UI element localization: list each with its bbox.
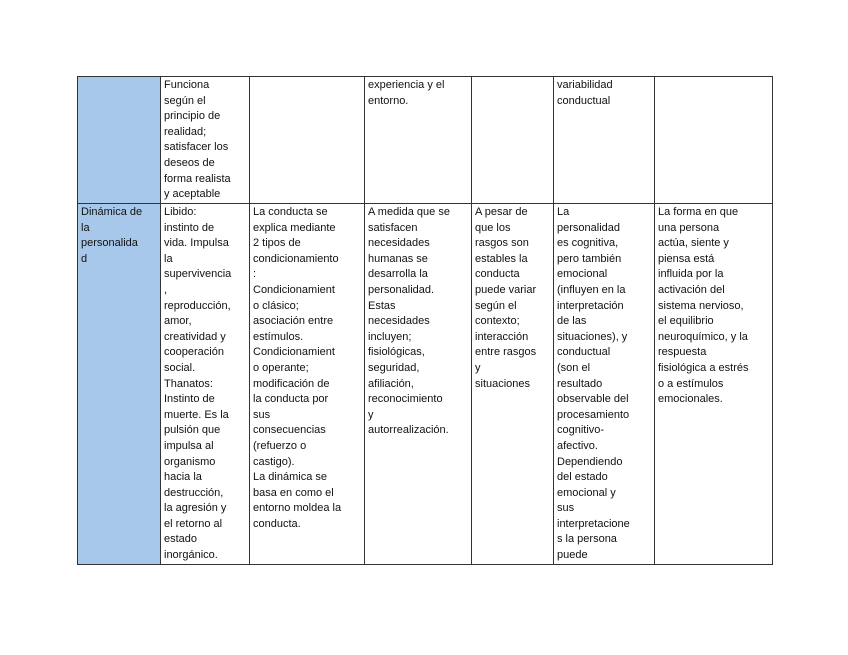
cell-text-line: inorgánico. [164, 549, 218, 562]
cell-text-line: instinto de [164, 221, 215, 234]
cell-text-line: vida. Impulsa [164, 237, 229, 250]
cell-text-line: , [164, 283, 168, 296]
cell-text-line: asociación entre [253, 315, 334, 328]
cell-text-line: cognitivo- [557, 424, 605, 437]
cell-text-line: sistema nervioso, [658, 299, 744, 312]
cell-text-line: s la persona [557, 533, 617, 546]
cell-text-line: influida por la [658, 268, 724, 281]
cell-text-line: Instinto de [164, 393, 215, 406]
cell-text-line: A medida que se [368, 206, 450, 218]
cell-text-line: modificación de [253, 377, 330, 390]
cell-text-line: entorno. [368, 94, 409, 107]
cell-text-line: condicionamiento [253, 252, 339, 265]
cell-text-line: rasgos son [475, 237, 529, 250]
table-cell [554, 77, 655, 204]
cell-text-line: 2 tipos de [253, 237, 301, 250]
cell-text-line: neuroquímico, y la [658, 330, 748, 343]
cell-text-line: principio de [164, 110, 221, 123]
table-cell [655, 204, 773, 565]
cell-text-line: sus [253, 408, 271, 421]
cell-text-line: interacción [475, 330, 529, 343]
cell-text-line: procesamiento [557, 408, 630, 421]
table-cell [472, 204, 554, 565]
cell-text-line: Dinámica de [81, 206, 143, 218]
cell-text-line: basa en como el [253, 486, 334, 499]
cell-text-line: afiliación, [368, 377, 414, 390]
cell-text-line: realidad; [164, 125, 207, 138]
cell-text-line: (influyen en la [557, 283, 626, 296]
cell-text-line: supervivencia [164, 268, 232, 281]
cell-text-line: impulsa al [164, 439, 214, 452]
cell-text-line: del estado [557, 471, 608, 484]
table-row [78, 204, 773, 565]
cell-text-line: emocional [557, 268, 608, 281]
cell-text-line: La [557, 206, 570, 218]
table-cell [554, 204, 655, 565]
cell-text-line: puede variar [475, 283, 537, 296]
cell-text-line: estables la [475, 252, 528, 265]
cell-text-line: fisiológicas, [368, 346, 425, 359]
cell-text-line: Condicionamient [253, 346, 335, 359]
cell-text-line: estímulos. [253, 330, 304, 343]
cell-text-line: activación del [658, 283, 725, 296]
row-header-cell [78, 77, 161, 204]
cell-text-line: la conducta por [253, 393, 329, 406]
cell-text-line: una persona [658, 221, 720, 234]
cell-text-line: la agresión y [164, 502, 227, 515]
cell-text-line: necesidades [368, 315, 430, 328]
cell-text-line: situaciones), y [557, 330, 628, 343]
cell-text-line: forma realista [164, 172, 231, 185]
cell-text-line: reproducción, [164, 299, 231, 312]
cell-text-line: Thanatos: [164, 377, 213, 390]
cell-text-line: fisiológica a estrés [658, 361, 749, 374]
cell-text-line: La conducta se [253, 206, 328, 218]
cell-text-line: Dependiendo [557, 455, 623, 468]
cell-text-line: creatividad y [164, 330, 226, 343]
row-header-cell [78, 204, 161, 565]
cell-text-line: el retorno al [164, 517, 223, 530]
table-cell [655, 77, 773, 204]
cell-text-line: destrucción, [164, 486, 224, 499]
cell-text-line: conducta [475, 268, 520, 281]
cell-text-line: Condicionamient [253, 283, 335, 296]
table-cell [472, 77, 554, 204]
cell-text-line: Funciona [164, 79, 210, 91]
table-cell [161, 204, 250, 565]
cell-text-line: personalidad [557, 221, 620, 234]
cell-text-line: emocional y [557, 486, 616, 499]
cell-text-line: incluyen; [368, 330, 412, 343]
table-cell [365, 204, 472, 565]
cell-text-line: La forma en que [658, 206, 739, 218]
cell-text-line: La dinámica se [253, 471, 327, 484]
cell-text-line: personalida [81, 237, 138, 250]
table-cell [365, 77, 472, 204]
table-cell [250, 204, 365, 565]
cell-text-line: castigo). [253, 455, 295, 468]
cell-text-line: afectivo. [557, 439, 598, 452]
cell-text-line: y [368, 408, 374, 421]
cell-text-line: interpretación [557, 299, 624, 312]
cell-text-line: la [81, 221, 90, 234]
table-cell [161, 77, 250, 204]
cell-text-line: Libido: [164, 206, 197, 218]
cell-text-line: reconocimiento [368, 393, 443, 406]
cell-text-line: satisfacen [368, 221, 418, 234]
cell-text-line: según el [475, 299, 517, 312]
table-row [78, 77, 773, 204]
table-cell [250, 77, 365, 204]
cell-text-line: la [164, 252, 173, 265]
cell-text-line: entre rasgos [475, 346, 537, 359]
cell-text-line: d [81, 252, 88, 265]
cell-text-line: contexto; [475, 315, 520, 328]
cell-text-line: piensa está [658, 252, 715, 265]
cell-text-line: estado [164, 533, 198, 546]
cell-text-line: situaciones [475, 377, 531, 390]
personality-theories-table [77, 76, 773, 565]
cell-text-line: amor, [164, 315, 192, 328]
cell-text-line: puede [557, 549, 588, 562]
cell-text-line: pero también [557, 252, 622, 265]
cell-text-line: entorno moldea la [253, 502, 342, 515]
cell-text-line: pulsión que [164, 424, 221, 437]
cell-text-line: según el [164, 94, 206, 107]
cell-text-line: desarrolla la [368, 268, 428, 281]
cell-text-line: y [475, 361, 481, 374]
cell-text-line: o clásico; [253, 299, 299, 312]
cell-text-line: conducta. [253, 517, 301, 530]
cell-text-line: actúa, siente y [658, 237, 729, 250]
cell-text-line: humanas se [368, 252, 428, 265]
cell-text-line: de las [557, 315, 587, 328]
cell-text-line: es cognitiva, [557, 237, 619, 250]
cell-text-line: respuesta [658, 346, 707, 359]
cell-text-line: variabilidad [557, 79, 613, 91]
cell-text-line: organismo [164, 455, 216, 468]
cell-text-line: observable del [557, 393, 629, 406]
cell-text-line: y aceptable [164, 188, 221, 201]
cell-text-line: A pesar de [475, 206, 528, 218]
cell-text-line: Estas [368, 299, 396, 312]
cell-text-line: experiencia y el [368, 79, 445, 91]
cell-text-line: deseos de [164, 156, 215, 169]
cell-text-line: hacia la [164, 471, 202, 484]
cell-text-line: necesidades [368, 237, 430, 250]
cell-text-line: (refuerzo o [253, 439, 307, 452]
cell-text-line: interpretacione [557, 517, 630, 530]
cell-text-line: personalidad. [368, 283, 435, 296]
cell-text-line: que los [475, 221, 511, 234]
cell-text-line: muerte. Es la [164, 408, 229, 421]
cell-text-line: resultado [557, 377, 603, 390]
cell-text-line: o operante; [253, 361, 309, 374]
cell-text-line: conductual [557, 94, 611, 107]
cell-text-line: cooperación [164, 346, 224, 359]
cell-text-line: sus [557, 502, 575, 515]
cell-text-line: el equilibrio [658, 315, 714, 328]
cell-text-line: explica mediante [253, 221, 336, 234]
cell-text-line: consecuencias [253, 424, 326, 437]
cell-text-line: : [253, 268, 257, 281]
cell-text-line: autorrealización. [368, 424, 449, 437]
cell-text-line: seguridad, [368, 361, 420, 374]
cell-text-line: o a estímulos [658, 377, 724, 390]
cell-text-line: social. [164, 361, 196, 374]
cell-text-line: emocionales. [658, 393, 723, 406]
cell-text-line: (son el [557, 361, 591, 374]
cell-text-line: satisfacer los [164, 141, 229, 154]
cell-text-line: conductual [557, 346, 611, 359]
